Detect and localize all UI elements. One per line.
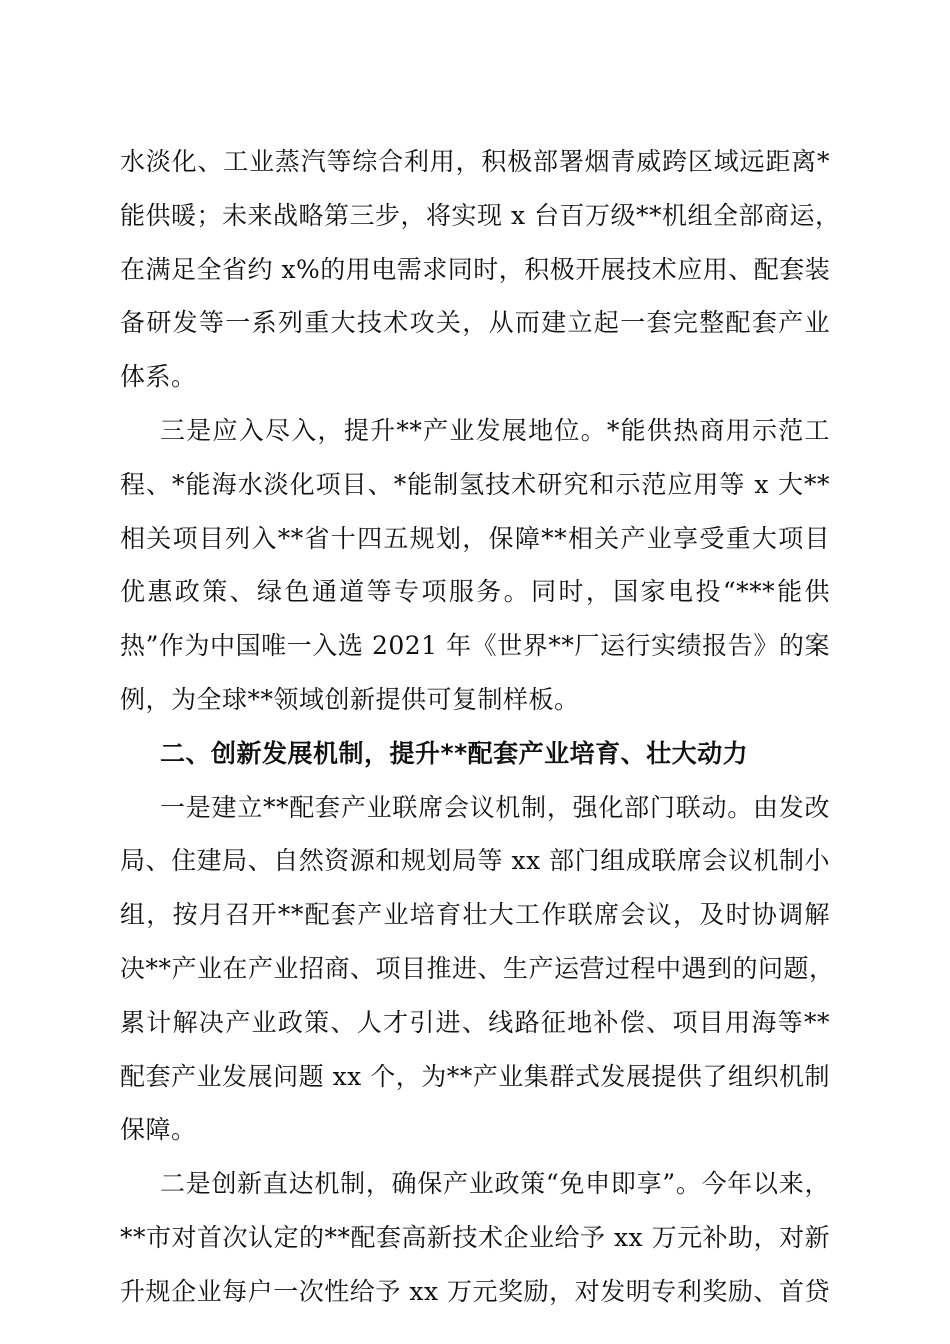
paragraph-first-line: 一是建立**配套产业联席会议机制，强化部门联动。由发改 xyxy=(160,792,830,822)
document-body xyxy=(120,138,841,1322)
text-line: **市对首次认定的**配套高新技术企业给予 xx 万元补助，对新 xyxy=(120,1222,831,1252)
text-line: 程、*能海水淡化项目、*能制氢技术研究和示范应用等 x 大** xyxy=(120,469,830,499)
text-line: 热”作为中国唯一入选 2021 年《世界**厂运行实绩报告》的案 xyxy=(120,631,830,661)
text-line: 优惠政策、绿色通道等专项服务。同时，国家电投“***能供 xyxy=(120,577,830,607)
text-line: 相关项目列入**省十四五规划，保障**相关产业享受重大项目 xyxy=(120,523,830,553)
text-line: 水淡化、工业蒸汽等综合利用，积极部署烟青威跨区域远距离* xyxy=(120,147,830,176)
text-line: 累计解决产业政策、人才引进、线路征地补偿、项目用海等** xyxy=(120,1007,830,1037)
text-line: 体系。 xyxy=(120,362,197,392)
section-heading: 二、创新发展机制，提升**配套产业培育、壮大动力 xyxy=(160,738,749,768)
text-line: 组，按月召开**配套产业培育壮大工作联席会议，及时协调解 xyxy=(120,900,830,930)
paragraph-first-line: 二是创新直达机制，确保产业政策“免申即享”。今年以来， xyxy=(160,1169,830,1199)
text-line: 配套产业发展问题 xx 个，为**产业集群式发展提供了组织机制 xyxy=(120,1061,830,1091)
text-line: 能供暖；未来战略第三步，将实现 x 台百万级**机组全部商运， xyxy=(120,200,841,230)
text-line: 升规企业每户一次性给予 xx 万元奖励，对发明专利奖励、首贷 xyxy=(120,1276,830,1306)
text-line: 备研发等一系列重大技术攻关，从而建立起一套完整配套产业 xyxy=(120,308,830,338)
text-line: 在满足全省约 x%的用电需求同时，积极开展技术应用、配套装 xyxy=(120,254,831,284)
paragraph-first-line: 三是应入尽入，提升**产业发展地位。*能供热商用示范工 xyxy=(160,415,830,445)
text-line: 局、住建局、自然资源和规划局等 xx 部门组成联席会议机制小 xyxy=(120,846,830,876)
text-line: 保障。 xyxy=(120,1115,197,1145)
text-line: 例，为全球**领域创新提供可复制样板。 xyxy=(120,684,580,714)
text-line: 决**产业在产业招商、项目推进、生产运营过程中遇到的问题， xyxy=(120,953,835,983)
